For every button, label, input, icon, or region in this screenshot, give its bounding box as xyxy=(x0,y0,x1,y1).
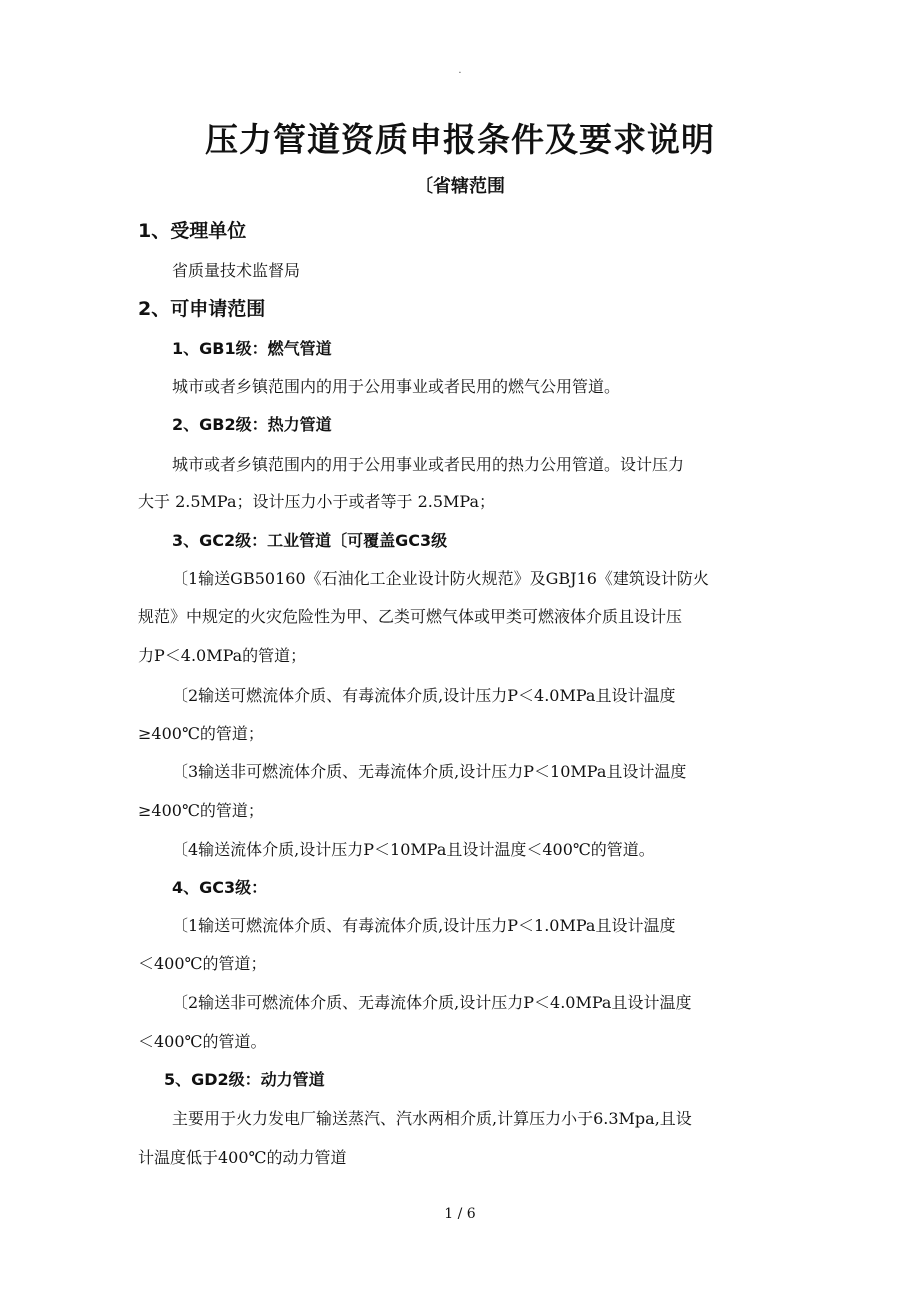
gc2-item-2-line-1: 〔2输送可燃流体介质、有毒流体介质,设计压力P＜4.0MPa且设计温度 xyxy=(172,686,676,705)
gc2-heading: 3、GC2级：工业管道〔可覆盖GC3级 xyxy=(172,531,448,550)
gb2-heading: 2、GB2级：热力管道 xyxy=(172,415,332,434)
gc2-item-1-line-1: 〔1输送GB50160《石油化工企业设计防火规范》及GBJ16《建筑设计防火 xyxy=(172,569,709,588)
header-mark: · xyxy=(458,68,462,79)
gb2-body-line-1: 城市或者乡镇范围内的用于公用事业或者民用的热力公用管道。设计压力 xyxy=(172,455,685,474)
section-1-heading: 1、受理单位 xyxy=(138,220,247,242)
document-subtitle: 〔省辖范围 xyxy=(415,176,505,197)
section-1-body: 省质量技术监督局 xyxy=(172,261,301,280)
gd2-body-line-1: 主要用于火力发电厂输送蒸汽、汽水两相介质,计算压力小于6.3Mpa,且设 xyxy=(172,1109,692,1128)
gc3-item-1-line-2: ＜400℃的管道； xyxy=(138,954,267,973)
gb2-body-line-2: 大于 2.5MPa；设计压力小于或者等于 2.5MPa； xyxy=(138,492,496,511)
gc3-item-2-line-1: 〔2输送非可燃流体介质、无毒流体介质,设计压力P＜4.0MPa且设计温度 xyxy=(172,993,692,1012)
gc3-item-2-line-2: ＜400℃的管道。 xyxy=(138,1032,267,1051)
gc2-item-2-line-2: ≥400℃的管道； xyxy=(138,724,264,743)
gb1-body: 城市或者乡镇范围内的用于公用事业或者民用的燃气公用管道。 xyxy=(172,377,621,396)
gd2-body-line-2: 计温度低于400℃的动力管道 xyxy=(138,1148,347,1167)
gc2-item-4-line-1: 〔4输送流体介质,设计压力P＜10MPa且设计温度＜400℃的管道。 xyxy=(172,840,655,859)
gb1-heading: 1、GB1级：燃气管道 xyxy=(172,339,332,358)
page-number: 1 / 6 xyxy=(444,1206,476,1222)
gc3-heading: 4、GC3级： xyxy=(172,878,268,897)
gc2-item-3-line-1: 〔3输送非可燃流体介质、无毒流体介质,设计压力P＜10MPa且设计温度 xyxy=(172,762,687,781)
document-title: 压力管道资质申报条件及要求说明 xyxy=(205,120,715,159)
section-2-heading: 2、可申请范围 xyxy=(138,298,266,320)
gc2-item-3-line-2: ≥400℃的管道； xyxy=(138,801,264,820)
gc3-item-1-line-1: 〔1输送可燃流体介质、有毒流体介质,设计压力P＜1.0MPa且设计温度 xyxy=(172,916,676,935)
gd2-heading: 5、GD2级：动力管道 xyxy=(164,1070,325,1089)
gc2-item-1-line-3: 力P＜4.0MPa的管道； xyxy=(138,646,307,665)
gc2-item-1-line-2: 规范》中规定的火灾危险性为甲、乙类可燃气体或甲类可燃液体介质且设计压 xyxy=(138,607,683,626)
